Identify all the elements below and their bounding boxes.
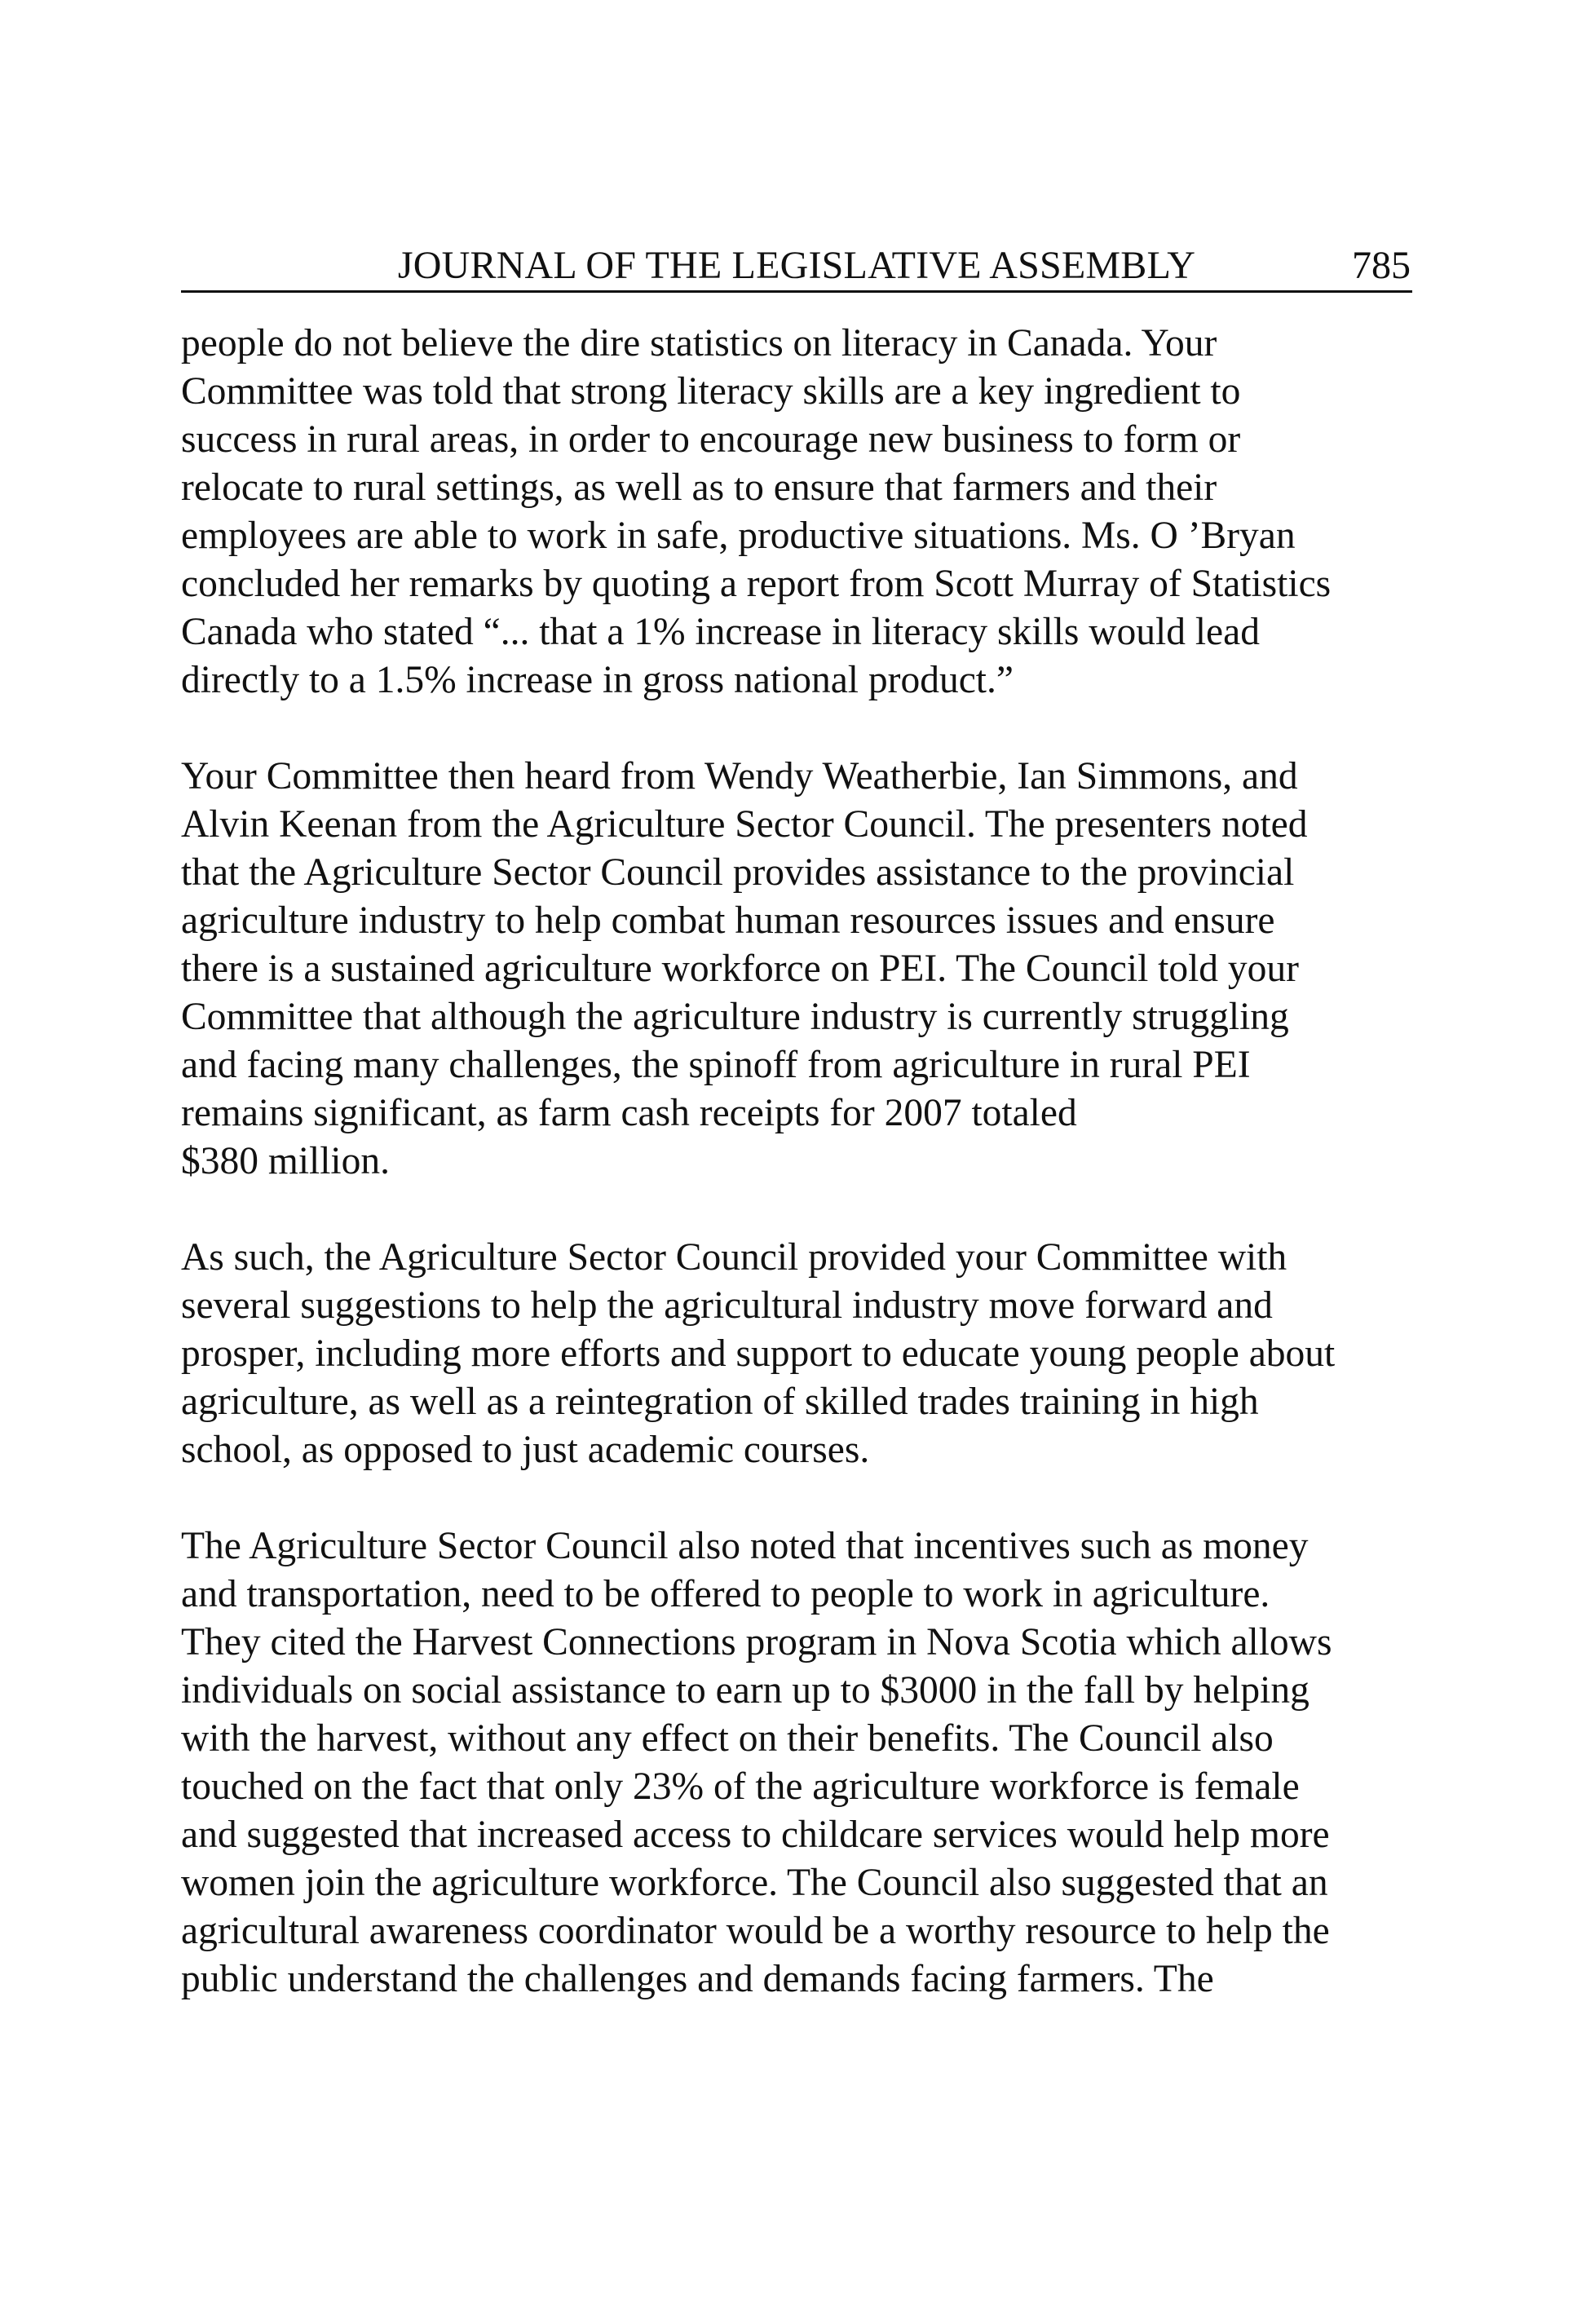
text-line: Canada who stated “... that a 1% increase in literacy skills would lead bbox=[181, 611, 1260, 653]
text-line: prosper, including more efforts and support to educate young people about bbox=[181, 1332, 1336, 1375]
text-line: agriculture, as well as a reintegration of skilled trades training in high bbox=[181, 1381, 1259, 1423]
text-line: They cited the Harvest Connections program in Nova Scotia which allows bbox=[181, 1621, 1332, 1663]
text-line: success in rural areas, in order to encourage new business to form or bbox=[181, 418, 1241, 461]
text-line: school, as opposed to just academic courses. bbox=[181, 1429, 870, 1471]
paragraph-literacy bbox=[181, 320, 1453, 705]
text-line: agriculture industry to help combat human resources issues and ensure bbox=[181, 899, 1275, 942]
text-line: Committee was told that strong literacy skills are a key ingredient to bbox=[181, 370, 1241, 413]
text-line: public understand the challenges and demands facing farmers. The bbox=[181, 1958, 1214, 2000]
text-line: As such, the Agriculture Sector Council provided your Committee with bbox=[181, 1236, 1287, 1279]
text-line: individuals on social assistance to earn up to $3000 in the fall by helping bbox=[181, 1669, 1310, 1712]
text-line: $380 million. bbox=[181, 1140, 390, 1182]
text-line: and facing many challenges, the spinoff from agriculture in rural PEI bbox=[181, 1044, 1251, 1086]
text-line: that the Agriculture Sector Council provides assistance to the provincial bbox=[181, 851, 1295, 894]
text-line: touched on the fact that only 23% of the agriculture workforce is female bbox=[181, 1765, 1300, 1808]
running-header bbox=[181, 241, 1412, 293]
paragraph-suggestions bbox=[181, 1234, 1453, 1474]
text-line: remains significant, as farm cash receipts for 2007 totaled bbox=[181, 1092, 1077, 1134]
text-line: several suggestions to help the agricultural industry move forward and bbox=[181, 1284, 1273, 1327]
text-line: agricultural awareness coordinator would be a worthy resource to help the bbox=[181, 1910, 1330, 1952]
paragraph-sector-council bbox=[181, 753, 1453, 1186]
text-line: Your Committee then heard from Wendy Weatherbie, Ian Simmons, and bbox=[181, 755, 1298, 797]
text-line: concluded her remarks by quoting a report from Scott Murray of Statistics bbox=[181, 563, 1332, 605]
text-line: there is a sustained agriculture workforce on PEI. The Council told your bbox=[181, 948, 1299, 990]
journal-title: JOURNAL OF THE LEGISLATIVE ASSEMBLY bbox=[397, 244, 1196, 287]
text-line: people do not believe the dire statistics on literacy in Canada. Your bbox=[181, 322, 1217, 365]
text-line: directly to a 1.5% increase in gross national product.” bbox=[181, 659, 1014, 701]
text-line: Alvin Keenan from the Agriculture Sector Council. The presenters noted bbox=[181, 803, 1308, 846]
page-number: 785 bbox=[1352, 244, 1411, 287]
text-line: and transportation, need to be offered to people to work in agriculture. bbox=[181, 1573, 1270, 1615]
text-line: women join the agriculture workforce. The Council also suggested that an bbox=[181, 1862, 1328, 1904]
text-line: and suggested that increased access to childcare services would help more bbox=[181, 1814, 1330, 1856]
text-line: relocate to rural settings, as well as to ensure that farmers and their bbox=[181, 466, 1217, 509]
paragraph-incentives bbox=[181, 1522, 1453, 2004]
text-line: employees are able to work in safe, productive situations. Ms. O ’Bryan bbox=[181, 515, 1296, 557]
text-line: with the harvest, without any effect on their benefits. The Council also bbox=[181, 1717, 1274, 1760]
body-text bbox=[181, 320, 1453, 2052]
text-line: The Agriculture Sector Council also noted that incentives such as money bbox=[181, 1525, 1309, 1567]
text-line: Committee that although the agriculture industry is currently struggling bbox=[181, 996, 1289, 1038]
